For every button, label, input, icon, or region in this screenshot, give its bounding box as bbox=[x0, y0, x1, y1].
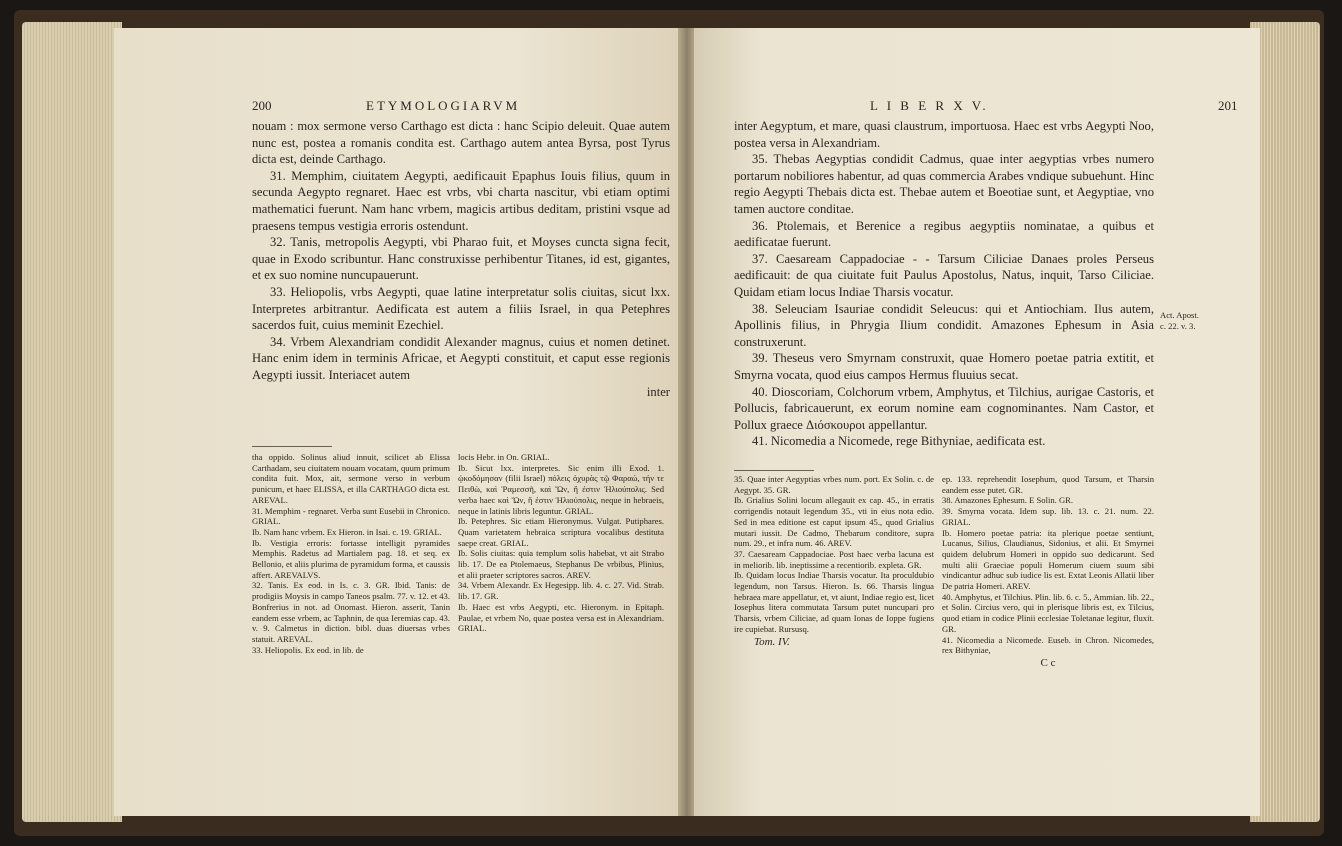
page-number: 200 bbox=[252, 98, 272, 113]
left-page bbox=[114, 28, 680, 816]
note: 41. Nicomedia a Nicomede. Euseb. in Chron. Nicomedes, rex Bithyniae, bbox=[942, 634, 1154, 656]
note: 32. Tanis. Ex eod. in Is. c. 3. GR. Ibid. Tanis: de prodigiis Moysis in campo Taneos psalm. 77. v. 12. et 43. Bonfrerius in not. ad Onomast. Hieron. asserit, Tanin eandem esse vrbem, ac Taphnin, de qua Ieremias cap. 43. v. 9. Calmetus in diction. bibl. duas diuersas vrbes statuit. AREVAL. bbox=[252, 580, 450, 644]
note: ep. 133. reprehendit Iosephum, quod Tarsum, et Tharsin eandem esse putet. GR. bbox=[942, 474, 1154, 495]
note: tha oppido. Solinus aliud innuit, scilicet ab Elissa Carthadam, seu ciuitatem nouam vocatam, quum primum condita fuit. Mox, ait, sermone verso in verbum punicum, et haec ELISSA, et illa CARTHAGO dicta est. AREVAL. bbox=[252, 452, 450, 505]
paragraph: 37. Caesaream Cappadociae - - Tarsum Ciliciae Danaes proles Perseus aedificauit: de qua ciuitate fuit Paulus Apostolus, Natus, inquit, Tarso Ciliciae. Quidam etiam locus Indiae Tharsis vocatur. bbox=[734, 251, 1154, 299]
note: 37. Caesaream Cappadociae. Post haec verba lacuna est in meliorib. lib. ineptissime a recentiorib. expleta. GR. bbox=[734, 548, 934, 570]
page-number: 201 bbox=[1218, 98, 1238, 113]
margin-note bbox=[1160, 310, 1250, 332]
note: 31. Memphim - regnaret. Verba sunt Eusebii in Chronico. GRIAL. bbox=[252, 505, 450, 527]
right-page bbox=[694, 28, 1260, 816]
note: Ib. Sicut lxx. interpretes. Sic enim illi Exod. 1. ᾠκοδόμησαν (filii Israel) πόλεις ὀχυρὰς τῷ Φαραώ, τήν τε Πειθὼ, καὶ Ῥαμεσσῆ, καὶ Ὤν, ἥ ἐστιν Ἡλιούπολις. Sed verba haec καὶ Ὤν, ἥ ἐστιν Ἡλιούπολις, neque in hebraeis, neque in latinis libris leguntur. GRIAL. bbox=[458, 462, 664, 516]
right-page-edges bbox=[1250, 22, 1320, 822]
paragraph: 32. Tanis, metropolis Aegypti, vbi Pharao fuit, et Moyses cuncta signa fecit, quae in Exodo scribuntur. Hanc construxisse perhibentur Titanes, id est, gigantes, et ex suo nomine nuncupauerunt. bbox=[252, 235, 670, 283]
paragraph: 34. Vrbem Alexandriam condidit Alexander magnus, cuius et nomen detinet. Hanc enim idem in terminis Africae, et Aegypti constituit, et caput esse regionis Aegypti iussit. Interiacet autem bbox=[252, 334, 670, 382]
note: Ib. Solis ciuitas: quia templum solis habebat, vt ait Strabo lib. 17. De ea Ptolemaeus, Stephanus De vrbibus, Plinius, et alii praeter scriptores sacros. AREV. bbox=[458, 548, 664, 580]
note: Ib. Homero poetae patria: ita plerique poetae sentiunt, Lucanus, Silius, Claudianus, Sidonius, et alii. Et Smyrnei quidem delubrum Homeri in oppido suo dedicarunt. Sed multi alii Graeciae populi Homerum ciuem suum sibi vindicantur adhuc sub iudice lis est. Extat Leonis Allatii liber De patria Homeri. AREV. bbox=[942, 527, 1154, 592]
paragraph: 39. Theseus vero Smyrnam construxit, quae Homero poetae patria extitit, et Smyrna vocata, quod eius campos Hermus fluuius secat. bbox=[734, 351, 1154, 382]
paragraph: 38. Seleuciam Isauriae condidit Seleucus: qui et Antiochiam. Ilus autem, Apollinis filius, in Phrygia Ilium condidit. Amazones Ephesum in Asia construxerunt. bbox=[734, 301, 1154, 349]
signature-mark: C c bbox=[1040, 656, 1056, 669]
note: Ib. Grialius Solini locum allegauit ex cap. 45., in erratis corrigendis notauit legendum 35., vti in eius nota edio. Sed in mea editione est caput ipsum 45., quod Grialius mutari iussit. De Cadmo, Thebarum conditore, supra num. 29., et infra num. 46. AREV. bbox=[734, 495, 934, 549]
paragraph: 35. Thebas Aegyptias condidit Cadmus, quae inter aegyptias vrbes numero portarum nobiliores habentur, ad quas commercia Arabes vndique subuehunt. Hinc regio Aegypti Thebais dicta est. Thebae autem et Boeotiae sunt, et Aegyptiae, vno tamen auctore conditae. bbox=[734, 152, 1154, 216]
note: Ib. Vestigia erroris: fortasse intelligit pyramides Memphis. Radetus ad Martialem pag. 18. et seq. ex Bellonio, et aliis plurima de pyramidum forma, et caussis affert. AREVALVS. bbox=[252, 537, 450, 580]
note: 34. Vrbem Alexandr. Ex Hegesipp. lib. 4. c. 27. Vid. Strab. lib. 17. GR. bbox=[458, 580, 664, 602]
note: 38. Amazones Ephesum. E Solin. GR. bbox=[942, 495, 1074, 506]
paragraph: 40. Dioscoriam, Colchorum vrbem, Amphytus, et Tilchius, aurigae Castoris, et Pollucis, fabricauerunt, ex eorum nomine eam cognominantes. Nam Castor, et Pollux graece Διόσκουροι appellantur. bbox=[734, 384, 1154, 432]
note: 35. Quae inter Aegyptias vrbes num. port. Ex Solin. c. de Aegypt. 35. GR. bbox=[734, 474, 934, 495]
note: Ib. Petephres. Sic etiam Hieronymus. Vulgat. Putiphares. Quam varietatem hebraica scriptura vocalibus destituta saepe creat. GRIAL. bbox=[458, 516, 664, 548]
notes-column-2 bbox=[458, 452, 664, 634]
note: 39. Smyrna vocata. Idem sup. lib. 13. c. 21. num. 22. GRIAL. bbox=[942, 506, 1154, 527]
notes-column-2 bbox=[942, 474, 1154, 669]
note: Ib. Nam hanc vrbem. Ex Hieron. in Isai. c. 19. GRIAL. bbox=[252, 526, 442, 537]
left-page-edges bbox=[22, 22, 122, 822]
margin-note-line: Act. Apost. bbox=[1160, 310, 1199, 320]
note: Ib. Quidam locus Indiae Tharsis vocatur. Ita proculdubio legendum, non Tarsus. Hieron. Is. 66. Tharsis lingua hebraea mare appellatur, et, vt aiunt, Indiae regio est, licet Iosephus litera commutata Tarsum putet nuncupari pro Tharsis, vrbem Ciliciae, ad quam Ionas de Ioppe fugiens ire cupiebat. Rursusq. bbox=[734, 570, 934, 634]
margin-note-line: c. 22. v. 3. bbox=[1160, 321, 1196, 331]
note: 40. Amphytus, et Tilchius. Plin. lib. 6. c. 5., Ammian. lib. 22., et Solin. Circius vero, qui in plerisque libris est, ex Tilcius, quod etiam in codice Plinii ecclesiae Toletanae legitur, fluxit. GR. bbox=[942, 591, 1154, 634]
paragraph: 41. Nicomedia a Nicomede, rege Bithyniae, aedificata est. bbox=[752, 434, 1046, 449]
paragraph: inter Aegyptum, et mare, quasi claustrum, importuosa. Haec est vrbs Aegypti Noo, postea versa in Alexandriam. bbox=[734, 119, 1154, 150]
note: Ib. Haec est vrbs Aegypti, etc. Hieronym. in Epitaph. Paulae, et vrbem No, quae postea versa est in Alexandriam. GRIAL. bbox=[458, 601, 664, 634]
main-text bbox=[734, 118, 1154, 450]
note: 33. Heliopolis. Ex eod. in lib. de bbox=[252, 644, 364, 655]
main-text bbox=[252, 118, 670, 400]
paragraph: 33. Heliopolis, vrbs Aegypti, quae latine interpretatur solis ciuitas, sicut lxx. Interpretes arbitrantur. Aedificata est autem a filiis Israel, in qua Petephres sacerdos fuit, cuius meminit Ezechiel. bbox=[252, 284, 670, 333]
volume-label: Tom. IV. bbox=[754, 635, 790, 648]
running-head: L I B E R X V. bbox=[870, 98, 989, 113]
running-head: ETYMOLOGIARVM bbox=[366, 98, 521, 113]
note: locis Hebr. in On. GRIAL. bbox=[458, 452, 550, 462]
notes-column-1 bbox=[734, 474, 934, 647]
notes-rule bbox=[252, 446, 332, 447]
catchword: inter bbox=[646, 384, 670, 399]
paragraph: 31. Memphim, ciuitatem Aegypti, aedificauit Epaphus Iouis filius, quum in secunda Aegypto regnaret. Haec est vrbs, vbi charta nascitur, vbi etiam optimi mathematici fuerunt. Nam hanc vrbem, magicis artibus deditam, pristini vsque ad praesens tempus vestigia erroris ostendunt. bbox=[252, 168, 670, 233]
notes-rule bbox=[734, 470, 814, 471]
paragraph: nouam : mox sermone verso Carthago est dicta : hanc Scipio deleuit. Quae autem nunc est, postea a romanis condita est. Carthago autem antea Byrsa, post Tyrus dicta est, deinde Carthago. bbox=[252, 119, 670, 167]
paragraph: 36. Ptolemais, et Berenice a regibus aegyptiis nominatae, a quibus et aedificatae fuerunt. bbox=[734, 218, 1154, 250]
notes-column-1 bbox=[252, 452, 450, 655]
